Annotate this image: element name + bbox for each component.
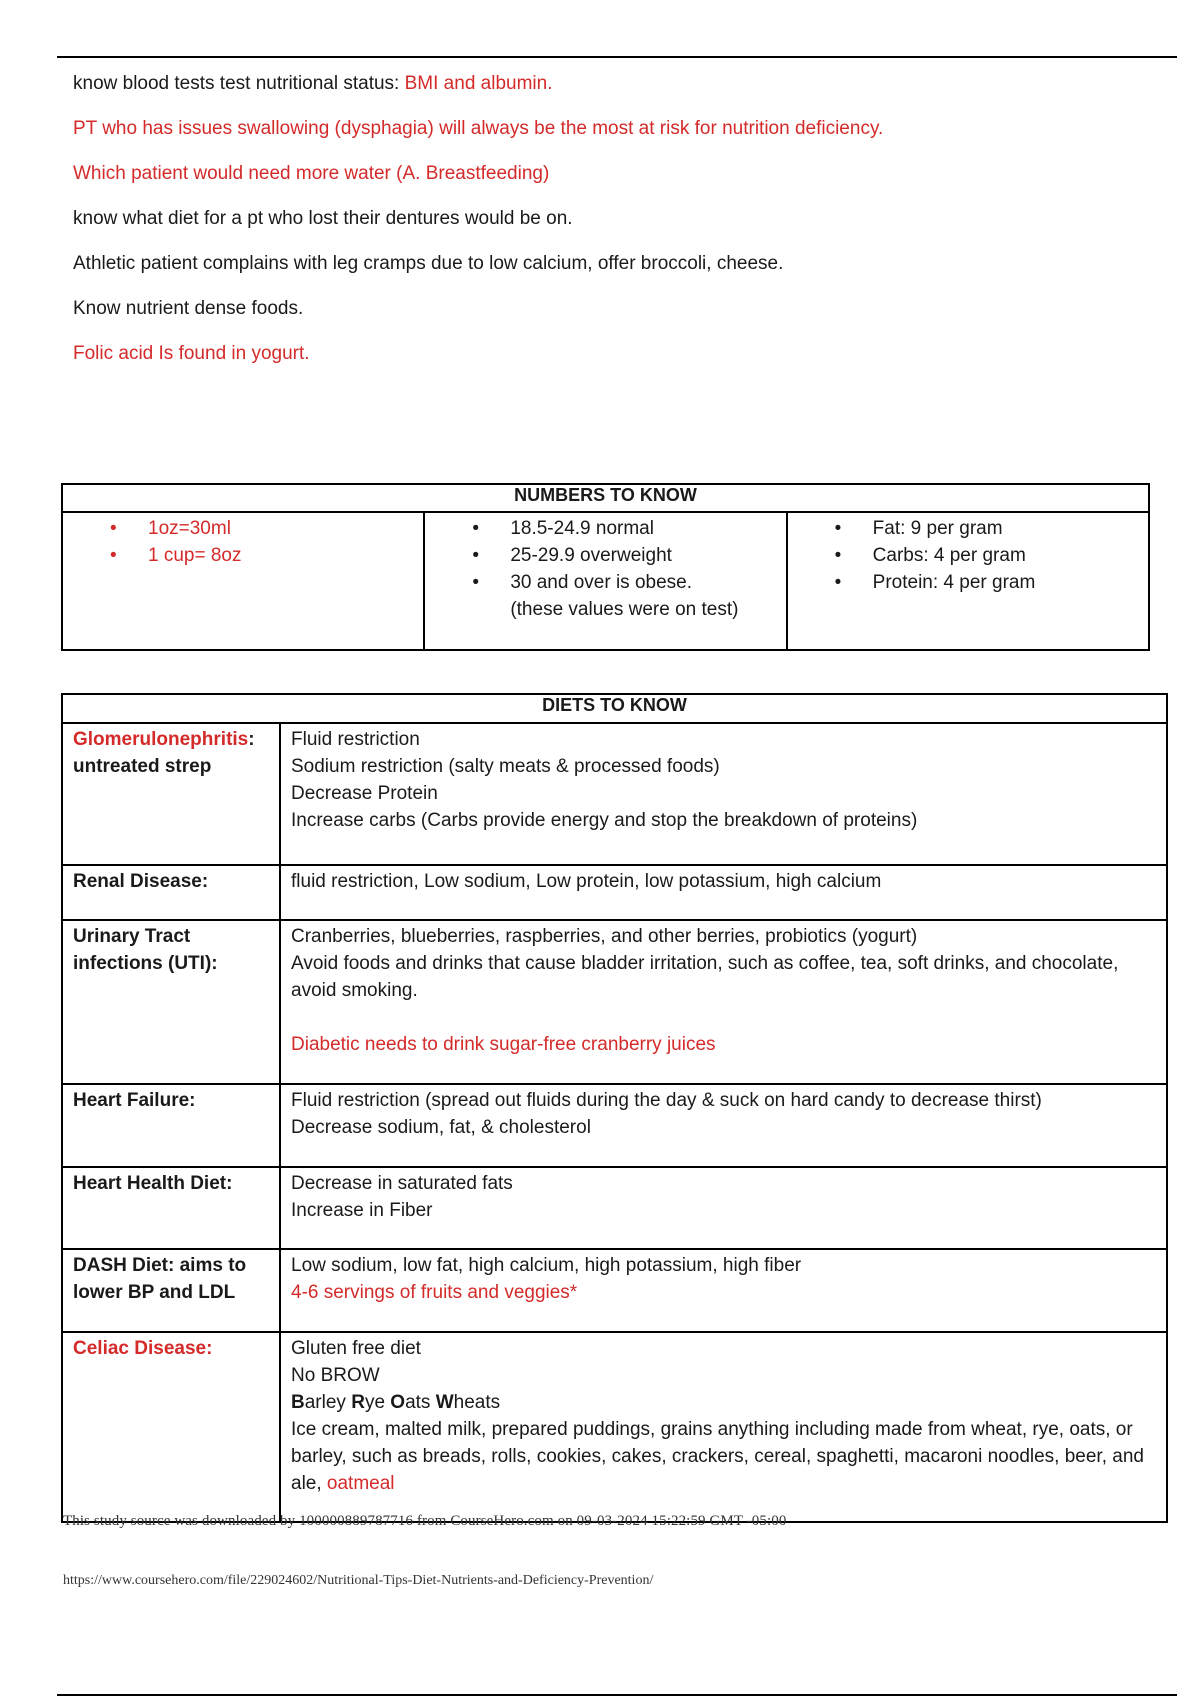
row-content bbox=[280, 1167, 1167, 1249]
conversions-cell bbox=[62, 512, 424, 650]
content-line: Decrease in saturated fats bbox=[291, 1173, 513, 1194]
row-content bbox=[280, 723, 1167, 865]
bmi-cell bbox=[424, 512, 786, 650]
mnemonic-word: ats bbox=[405, 1392, 436, 1413]
note-highlight: PT who has issues swallowing (dysphagia) will always be the most at risk for nutrition deficiency. bbox=[73, 118, 884, 139]
table-row bbox=[62, 1332, 1167, 1522]
bottom-rule bbox=[57, 1694, 1177, 1696]
brow-mnemonic bbox=[291, 1389, 1158, 1416]
content-highlight: Diabetic needs to drink sugar-free cranberry juices bbox=[291, 1034, 716, 1055]
content-line: Increase in Fiber bbox=[291, 1200, 433, 1221]
notes-section bbox=[73, 70, 1163, 385]
calories-cell bbox=[787, 512, 1149, 650]
row-content bbox=[280, 1084, 1167, 1167]
content-line: No BROW bbox=[291, 1365, 380, 1386]
list-item: • 1 cup= 8oz bbox=[148, 542, 423, 569]
source-url[interactable]: https://www.coursehero.com/file/229024602/Nutritional-Tips-Diet-Nutrients-and-Deficiency-Prevention/ bbox=[63, 1573, 654, 1588]
note-highlight: Folic acid Is found in yogurt. bbox=[73, 343, 310, 364]
list-item: • Carbs: 4 per gram bbox=[873, 542, 1148, 569]
blank-line bbox=[291, 1004, 1158, 1031]
note-highlight: Which patient would need more water (A. Breastfeeding) bbox=[73, 163, 550, 184]
list-item: • 18.5-24.9 normal bbox=[510, 515, 785, 542]
download-notice: This study source was downloaded by 100000889787716 from CourseHero.com on 09-03-2024 15:22:59 GMT -05:00 bbox=[63, 1513, 787, 1529]
numbers-to-know-table bbox=[61, 483, 1150, 651]
label-text: : bbox=[248, 729, 255, 750]
content-line: fluid restriction, Low sodium, Low protein, low potassium, high calcium bbox=[291, 871, 882, 892]
content-line: Gluten free diet bbox=[291, 1338, 421, 1359]
note-2 bbox=[73, 115, 1163, 143]
row-label: Urinary Tract infections (UTI): bbox=[62, 920, 280, 1084]
table-row bbox=[62, 1084, 1167, 1167]
mnemonic-word: ye bbox=[364, 1392, 391, 1413]
mnemonic-word: heats bbox=[453, 1392, 501, 1413]
row-label: Celiac Disease: bbox=[62, 1332, 280, 1522]
content-line: Avoid foods and drinks that cause bladder irritation, such as coffee, tea, soft drinks, and chocolate, avoid smoking. bbox=[291, 953, 1119, 1001]
mnemonic-letter: W bbox=[435, 1392, 454, 1413]
content-line: Low sodium, low fat, high calcium, high potassium, high fiber bbox=[291, 1255, 802, 1276]
content-line: Sodium restriction (salty meats & processed foods) bbox=[291, 756, 720, 777]
label-highlight: Glomerulonephritis bbox=[73, 729, 249, 750]
diets-table-title: DIETS TO KNOW bbox=[62, 694, 1167, 723]
row-label: Heart Health Diet: bbox=[62, 1167, 280, 1249]
table-row bbox=[62, 1249, 1167, 1332]
row-label: DASH Diet: aims to lower BP and LDL bbox=[62, 1249, 280, 1332]
row-content bbox=[280, 920, 1167, 1084]
row-label bbox=[62, 723, 280, 865]
note-text: know blood tests test nutritional status: bbox=[73, 73, 405, 94]
bmi-note: (these values were on test) bbox=[510, 599, 739, 620]
label-text: untreated strep bbox=[73, 756, 212, 777]
row-label: Renal Disease: bbox=[62, 865, 280, 920]
diets-to-know-table bbox=[61, 693, 1168, 1523]
note-text: know what diet for a pt who lost their dentures would be on. bbox=[73, 208, 573, 229]
row-content bbox=[280, 1249, 1167, 1332]
row-content bbox=[280, 1332, 1167, 1522]
content-line: Cranberries, blueberries, raspberries, and other berries, probiotics (yogurt) bbox=[291, 926, 918, 947]
note-4 bbox=[73, 205, 1163, 233]
mnemonic-letter: B bbox=[291, 1392, 305, 1413]
mnemonic-letter: R bbox=[351, 1392, 365, 1413]
content-text: Ice cream, malted milk, prepared puddings, grains anything including made from wheat, rye, oats, or barley, such as breads, rolls, cookies, cakes, crackers, cereal, spaghetti, macaroni noodles, beer, and ale, bbox=[291, 1419, 1144, 1494]
content-line: Fluid restriction bbox=[291, 729, 420, 750]
mnemonic-word: arley bbox=[304, 1392, 352, 1413]
mnemonic-letter: O bbox=[390, 1392, 406, 1413]
content-line: Decrease Protein bbox=[291, 783, 438, 804]
content-highlight: oatmeal bbox=[326, 1473, 395, 1494]
list-item: • 25-29.9 overweight bbox=[510, 542, 785, 569]
note-text: Know nutrient dense foods. bbox=[73, 298, 304, 319]
note-6 bbox=[73, 295, 1163, 323]
note-1 bbox=[73, 70, 1163, 98]
note-3 bbox=[73, 160, 1163, 188]
list-item: • 1oz=30ml bbox=[148, 515, 423, 542]
content-highlight: 4-6 servings of fruits and veggies* bbox=[291, 1282, 578, 1303]
list-item: • Protein: 4 per gram bbox=[873, 569, 1148, 596]
note-5 bbox=[73, 250, 1163, 278]
note-text: Athletic patient complains with leg cramps due to low calcium, offer broccoli, cheese. bbox=[73, 253, 784, 274]
table-row bbox=[62, 865, 1167, 920]
row-label: Heart Failure: bbox=[62, 1084, 280, 1167]
numbers-table-title: NUMBERS TO KNOW bbox=[62, 484, 1149, 512]
table-row bbox=[62, 920, 1167, 1084]
note-highlight: BMI and albumin. bbox=[404, 73, 553, 94]
content-line: Decrease sodium, fat, & cholesterol bbox=[291, 1117, 591, 1138]
table-row bbox=[62, 723, 1167, 865]
list-item: • 30 and over is obese. bbox=[510, 569, 785, 596]
top-rule bbox=[57, 56, 1177, 58]
row-content bbox=[280, 865, 1167, 920]
content-line: Fluid restriction (spread out fluids during the day & suck on hard candy to decrease thirst) bbox=[291, 1090, 1042, 1111]
list-item: • Fat: 9 per gram bbox=[873, 515, 1148, 542]
note-7 bbox=[73, 340, 1163, 368]
table-row bbox=[62, 1167, 1167, 1249]
content-line bbox=[291, 1416, 1158, 1497]
content-line: Increase carbs (Carbs provide energy and stop the breakdown of proteins) bbox=[291, 810, 918, 831]
